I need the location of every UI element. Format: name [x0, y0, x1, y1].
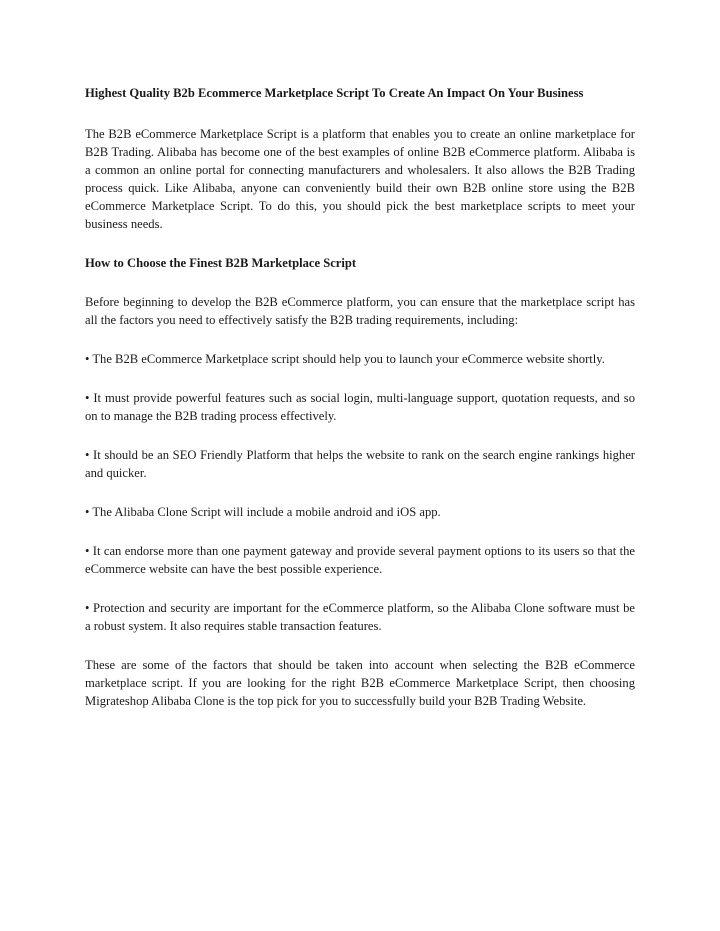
- bullet-item: • It must provide powerful features such as social login, multi-language support, quotation requests, and so on to manage the B2B trading process effectively.: [85, 391, 635, 423]
- bullet-item: • It can endorse more than one payment gateway and provide several payment options to its users so that the eCommerce website can have the best possible experience.: [85, 544, 635, 576]
- bullet-item: • It should be an SEO Friendly Platform that helps the website to rank on the search engine rankings higher and quicker.: [85, 448, 635, 480]
- intro-paragraph: The B2B eCommerce Marketplace Script is a platform that enables you to create an online marketplace for B2B Trading. Alibaba has become one of the best examples of online B2B eCommerce platform. Alibaba is a common an online portal for connecting manufacturers and wholesalers. It also allows the B2B Trading process quick. Like Alibaba, anyone can conveniently build their own B2B online store using the B2B eCommerce Marketplace Script. To do this, you should pick the best marketplace scripts to meet your business needs.: [85, 127, 635, 231]
- document-page: [85, 84, 635, 710]
- section-heading: How to Choose the Finest B2B Marketplace Script: [85, 256, 357, 270]
- bullet-item: • The B2B eCommerce Marketplace script should help you to launch your eCommerce website shortly.: [85, 352, 605, 366]
- section-intro-paragraph: Before beginning to develop the B2B eCommerce platform, you can ensure that the marketplace script has all the factors you need to effectively satisfy the B2B trading requirements, including:: [85, 295, 635, 327]
- document-title: Highest Quality B2b Ecommerce Marketplace Script To Create An Impact On Your Business: [85, 86, 584, 100]
- bullet-item: • Protection and security are important for the eCommerce platform, so the Alibaba Clone software must be a robust system. It also requires stable transaction features.: [85, 601, 635, 633]
- bullet-item: • The Alibaba Clone Script will include a mobile android and iOS app.: [85, 505, 441, 519]
- conclusion-paragraph: These are some of the factors that should be taken into account when selecting the B2B eCommerce marketplace script. If you are looking for the right B2B eCommerce Marketplace Script, then choosing Migrateshop Alibaba Clone is the top pick for you to successfully build your B2B Trading Website.: [85, 658, 635, 708]
